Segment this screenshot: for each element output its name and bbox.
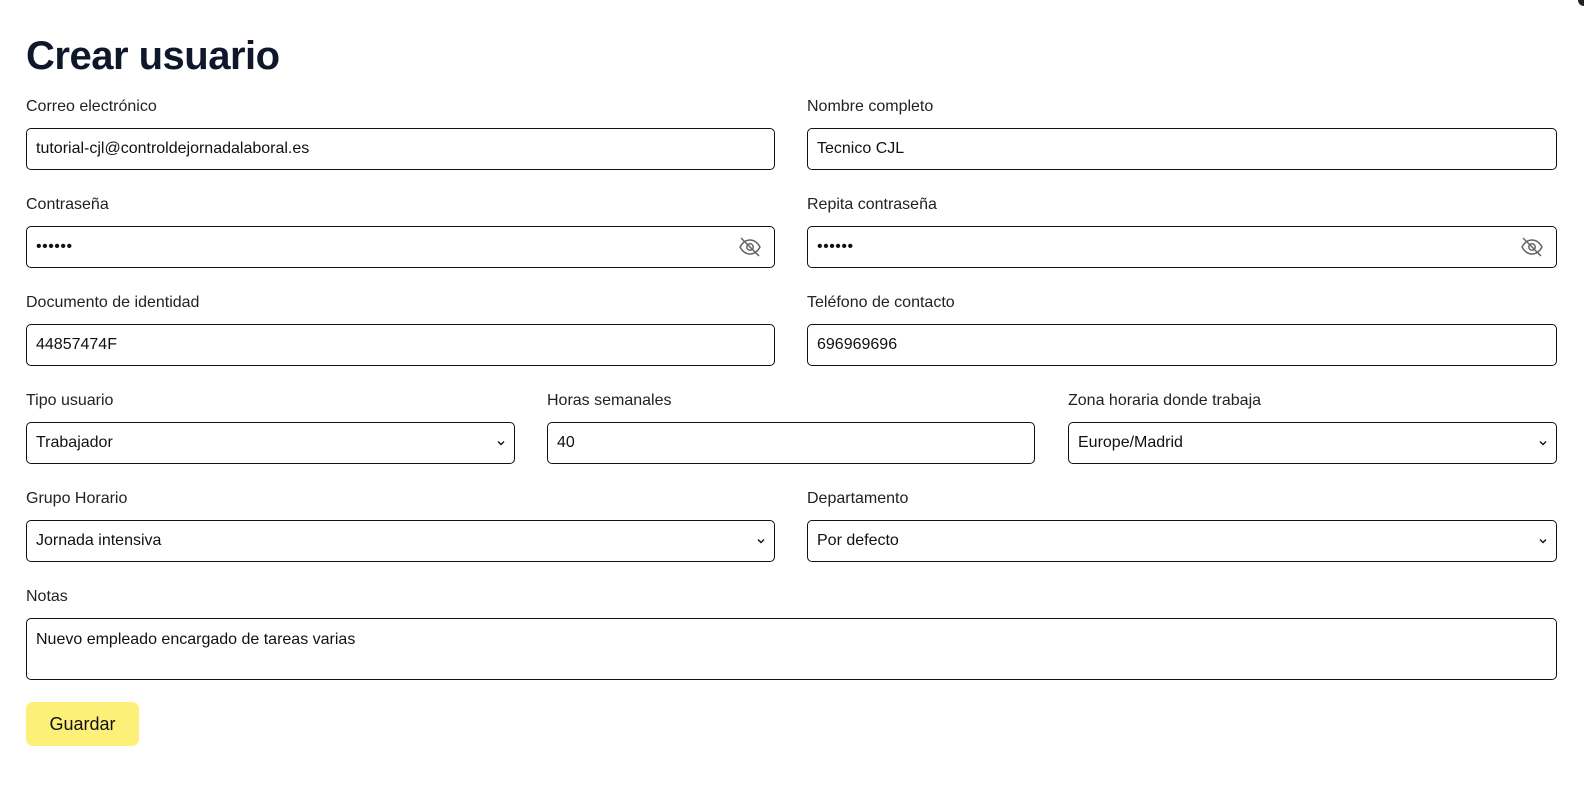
chevron-down-icon <box>755 535 767 547</box>
department-label: Departamento <box>807 490 909 507</box>
department-select[interactable] <box>807 520 1557 562</box>
notes-value: Nuevo empleado encargado de tareas varias <box>36 631 356 648</box>
email-value: tutorial-cjl@controldejornadalaboral.es <box>36 140 310 157</box>
timezone-label: Zona horaria donde trabaja <box>1068 392 1262 409</box>
user-type-label: Tipo usuario <box>26 392 114 409</box>
chevron-down-icon <box>495 437 507 449</box>
email-field-group <box>26 97 775 157</box>
phone-field[interactable] <box>807 324 1557 366</box>
user-type-select[interactable] <box>26 422 515 464</box>
eye-slash-icon[interactable] <box>1520 235 1544 259</box>
window-corner <box>1578 0 1584 6</box>
schedule-group-field-group <box>26 489 775 549</box>
email-field[interactable] <box>26 128 775 170</box>
id-document-value: 44857474F <box>36 336 117 353</box>
page-title: Crear usuario <box>26 34 280 78</box>
user-type-value: Trabajador <box>36 434 113 451</box>
id-document-field-group <box>26 293 775 353</box>
password-repeat-field-group <box>807 195 1557 255</box>
schedule-group-value: Jornada intensiva <box>36 532 162 549</box>
full-name-value: Tecnico CJL <box>817 140 905 157</box>
timezone-select[interactable] <box>1068 422 1557 464</box>
eye-slash-icon[interactable] <box>738 235 762 259</box>
password-repeat-field[interactable] <box>807 226 1557 268</box>
timezone-value: Europe/Madrid <box>1078 434 1183 451</box>
schedule-group-select[interactable] <box>26 520 775 562</box>
chevron-down-icon <box>1537 437 1549 449</box>
full-name-field[interactable] <box>807 128 1557 170</box>
chevron-down-icon <box>1537 535 1549 547</box>
save-button[interactable]: Guardar <box>26 702 139 746</box>
phone-value: 696969696 <box>817 336 898 353</box>
user-type-field-group <box>26 391 515 451</box>
password-value: •••••• <box>36 238 73 255</box>
phone-label: Teléfono de contacto <box>807 294 955 311</box>
password-field[interactable] <box>26 226 775 268</box>
password-field-group <box>26 195 775 255</box>
notes-field-group <box>26 587 1557 648</box>
department-value: Por defecto <box>817 532 899 549</box>
timezone-field-group <box>1068 391 1557 451</box>
password-label: Contraseña <box>26 196 109 213</box>
id-document-label: Documento de identidad <box>26 294 200 311</box>
notes-textarea[interactable] <box>26 618 1557 680</box>
full-name-label: Nombre completo <box>807 98 934 115</box>
department-field-group <box>807 489 1557 549</box>
schedule-group-label: Grupo Horario <box>26 490 128 507</box>
phone-field-group <box>807 293 1557 353</box>
password-repeat-label: Repita contraseña <box>807 196 937 213</box>
id-document-field[interactable] <box>26 324 775 366</box>
weekly-hours-field[interactable] <box>547 422 1035 464</box>
weekly-hours-label: Horas semanales <box>547 392 672 409</box>
full-name-field-group <box>807 97 1557 157</box>
weekly-hours-value: 40 <box>557 434 575 451</box>
weekly-hours-field-group <box>547 391 1035 451</box>
email-label: Correo electrónico <box>26 98 157 115</box>
notes-label: Notas <box>26 588 68 605</box>
password-repeat-value: •••••• <box>817 238 854 255</box>
